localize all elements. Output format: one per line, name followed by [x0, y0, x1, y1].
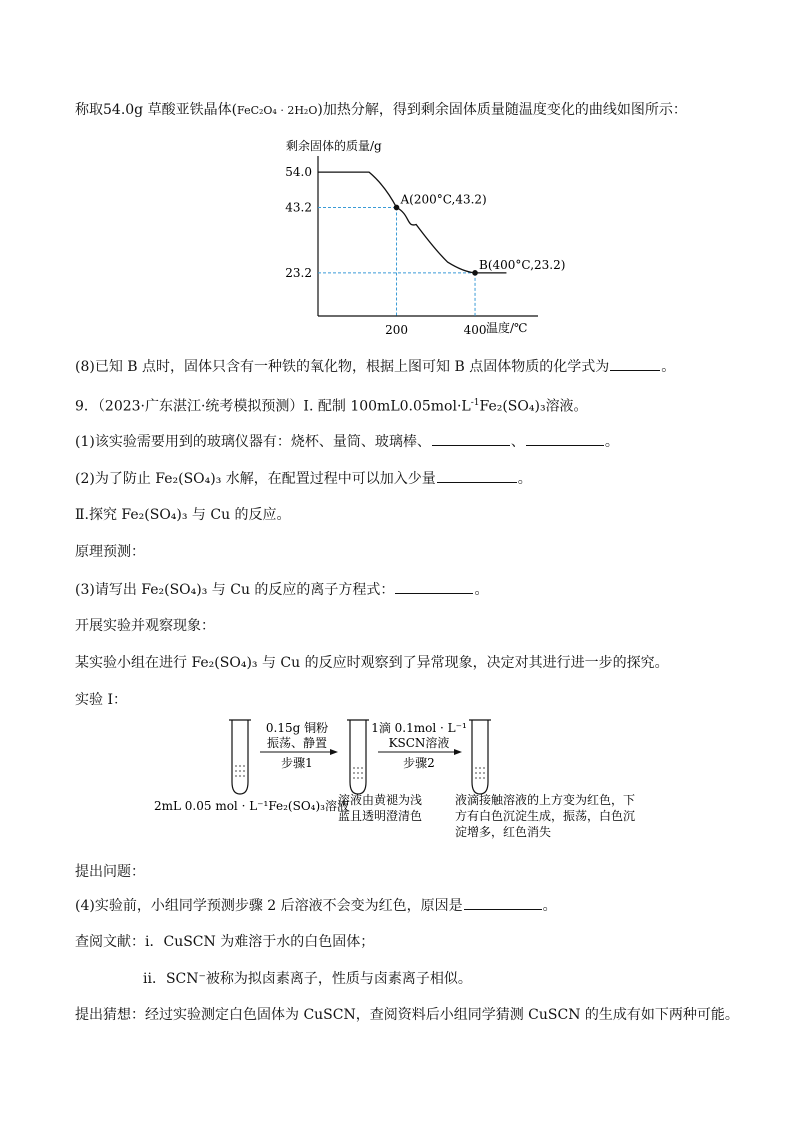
hypothesis-text: 提出猜想：经过实验测定白色固体为 CuSCN，查阅资料后小组同学猜测 CuSCN 的生成有如下两种可能。 [75, 1007, 739, 1023]
principle-heading: 原理预测： [75, 544, 145, 560]
data-point-label-1: B(400°C,23.2) [479, 257, 566, 272]
intro-formula: FeC₂O₄ · 2H₂O [237, 104, 318, 117]
q9-3-end: 。 [474, 582, 489, 598]
test-tube-1 [229, 720, 251, 794]
x-axis-label: 温度/℃ [486, 321, 528, 335]
q9-2-text: (2)为了防止 Fe₂(SO₄)₃ 水解，在配置过程中可以加入少量 [75, 471, 436, 487]
q9-3-text: (3)请写出 Fe₂(SO₄)₃ 与 Cu 的反应的离子方程式： [75, 582, 395, 598]
question-9-2 [75, 468, 532, 489]
q9-header-sup: -1 [470, 398, 480, 408]
tube-2-caption-line-2: 蓝且透明澄清色 [338, 809, 423, 823]
x-tick-label-0: 200 [385, 323, 408, 337]
intro-line [75, 100, 687, 121]
test-tube-2 [347, 720, 369, 794]
q9-header-tail: Fe₂(SO₄)₃溶液。 [479, 398, 588, 415]
q9-1-end: 。 [604, 434, 619, 450]
tube-3-caption-line-2: 方有白色沉淀生成，振荡，白色沉 [455, 809, 636, 823]
step-2-solution: KSCN溶液 [388, 736, 450, 750]
data-point-1 [472, 270, 478, 276]
tube-1-caption: 2mL 0.05 mol · L⁻¹Fe₂(SO₄)₃溶液 [154, 799, 349, 813]
y-tick-label-2: 23.2 [285, 265, 312, 280]
q9-1-blank-1[interactable] [432, 431, 510, 446]
ask-heading: 提出问题： [75, 864, 145, 880]
q9-1-blank-2[interactable] [526, 431, 604, 446]
reference-ii: ii．SCN⁻被称为拟卤素离子，性质与卤素离子相似。 [143, 971, 472, 987]
q9-1-text: (1)该实验需要用到的玻璃仪器有：烧杯、量筒、玻璃棒、 [75, 434, 431, 450]
x-tick-label-1: 400 [463, 323, 487, 337]
q9-4-end: 。 [542, 898, 557, 914]
q9-4-text: (4)实验前，小组同学预测步骤 2 后溶液不会变为红色，原因是 [75, 898, 463, 914]
step-1-label: 步骤1 [281, 756, 313, 770]
step-1-reagent: 0.15g 铜粉 [265, 721, 329, 735]
data-point-0 [394, 205, 400, 211]
abnormal-text: 某实验小组在进行 Fe₂(SO₄)₃ 与 Cu 的反应时观察到了异常现象，决定对其进行进一步的探究。 [75, 655, 669, 671]
test-tube-3 [469, 720, 491, 794]
question-9-3 [75, 579, 488, 600]
part-2-heading: Ⅱ.探究 Fe₂(SO₄)₃ 与 Cu 的反应。 [75, 507, 291, 523]
experiment-1-label: 实验 I： [75, 692, 127, 708]
observe-heading: 开展实验并观察现象： [75, 618, 215, 634]
step-1-operation: 振荡、静置 [266, 736, 328, 750]
tube-2-caption-line-1: 溶液由黄褪为浅 [338, 793, 423, 807]
step-2-label: 步骤2 [403, 756, 435, 770]
tube-3-caption-line-3: 淀增多，红色消失 [455, 825, 552, 839]
y-tick-label-0: 54.0 [285, 165, 312, 180]
q9-1-separator: 、 [510, 434, 525, 450]
step-2-reagent: 1滴 0.1mol · L⁻¹ [371, 721, 467, 735]
y-tick-label-1: 43.2 [285, 200, 312, 215]
q9-2-end: 。 [517, 471, 532, 487]
intro-text-post: )加热分解，得到剩余固体质量随温度变化的曲线如图所示： [317, 102, 687, 118]
question-9-1 [75, 431, 619, 452]
q9-2-blank[interactable] [437, 468, 517, 483]
mass-temperature-chart [280, 132, 566, 340]
q8-end: 。 [661, 359, 676, 375]
q9-header-text: 9．（2023·广东湛江·统考模拟预测）Ⅰ. 配制 100mL0.05mol·L [75, 398, 471, 415]
experiment-1-diagram [150, 716, 710, 846]
reference-i: 查阅文献：i．CuSCN 为难溶于水的白色固体； [75, 934, 375, 950]
question-9-header [75, 393, 588, 417]
data-point-label-0: A(200°C,43.2) [400, 192, 487, 207]
q8-answer-blank[interactable] [610, 356, 660, 371]
intro-text-pre: 称取54.0g 草酸亚铁晶体( [75, 102, 238, 118]
question-8 [75, 356, 675, 377]
tube-3-caption-line-1: 液滴接触溶液的上方变为红色，下 [455, 793, 636, 807]
q8-text: (8)已知 B 点时，固体只含有一种铁的氧化物，根据上图可知 B 点固体物质的化学式为 [75, 359, 610, 375]
question-9-4 [75, 895, 557, 916]
y-axis-label: 剩余固体的质量/g [286, 139, 382, 153]
q9-4-blank[interactable] [464, 895, 542, 910]
q9-3-blank[interactable] [395, 579, 473, 594]
